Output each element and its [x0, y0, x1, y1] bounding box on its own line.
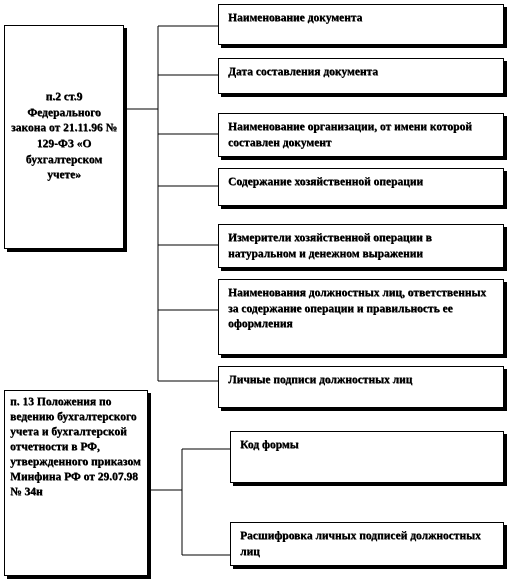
source-box-regulation-text: п. 13 Положения по ведению бухгалтерского учета и бухгалтерской отчетности в РФ, утвержденного приказом Минфина РФ от 29.07.98 № 34н [10, 396, 141, 498]
item-form-code-text: Код формы [240, 439, 299, 451]
item-document-date-text: Дата составления документа [228, 66, 378, 78]
item-organization-name-text: Наименование организации, от имени которой составлен документ [228, 121, 472, 149]
item-operation-content-text: Содержание хозяйственной операции [228, 176, 423, 188]
item-document-date [218, 58, 504, 94]
item-responsible-officials-text: Наименования должностных лиц, ответственных за содержание операции и правильность ее оформления [228, 287, 487, 331]
source-box-regulation [4, 390, 148, 576]
item-document-name [218, 4, 504, 45]
item-operation-meters [218, 224, 504, 268]
item-operation-content [218, 168, 504, 206]
item-form-code [230, 431, 504, 483]
item-personal-signatures-text: Личные подписи должностных лиц [228, 374, 413, 386]
item-responsible-officials [218, 279, 504, 355]
item-personal-signatures [218, 366, 504, 408]
item-organization-name [218, 113, 504, 157]
item-signatures-decoding-text: Расшифровка личных подписей должностных лиц [240, 530, 481, 558]
item-signatures-decoding [230, 522, 504, 566]
source-box-law-text: п.2 ст.9 Федерального закона от 21.11.96 № 129-ФЗ «О бухгалтерском учете» [11, 91, 118, 182]
item-document-name-text: Наименование документа [228, 12, 363, 24]
item-operation-meters-text: Измерители хозяйственной операции в натуральном и денежном выражении [228, 232, 432, 260]
source-box-law [4, 25, 124, 249]
